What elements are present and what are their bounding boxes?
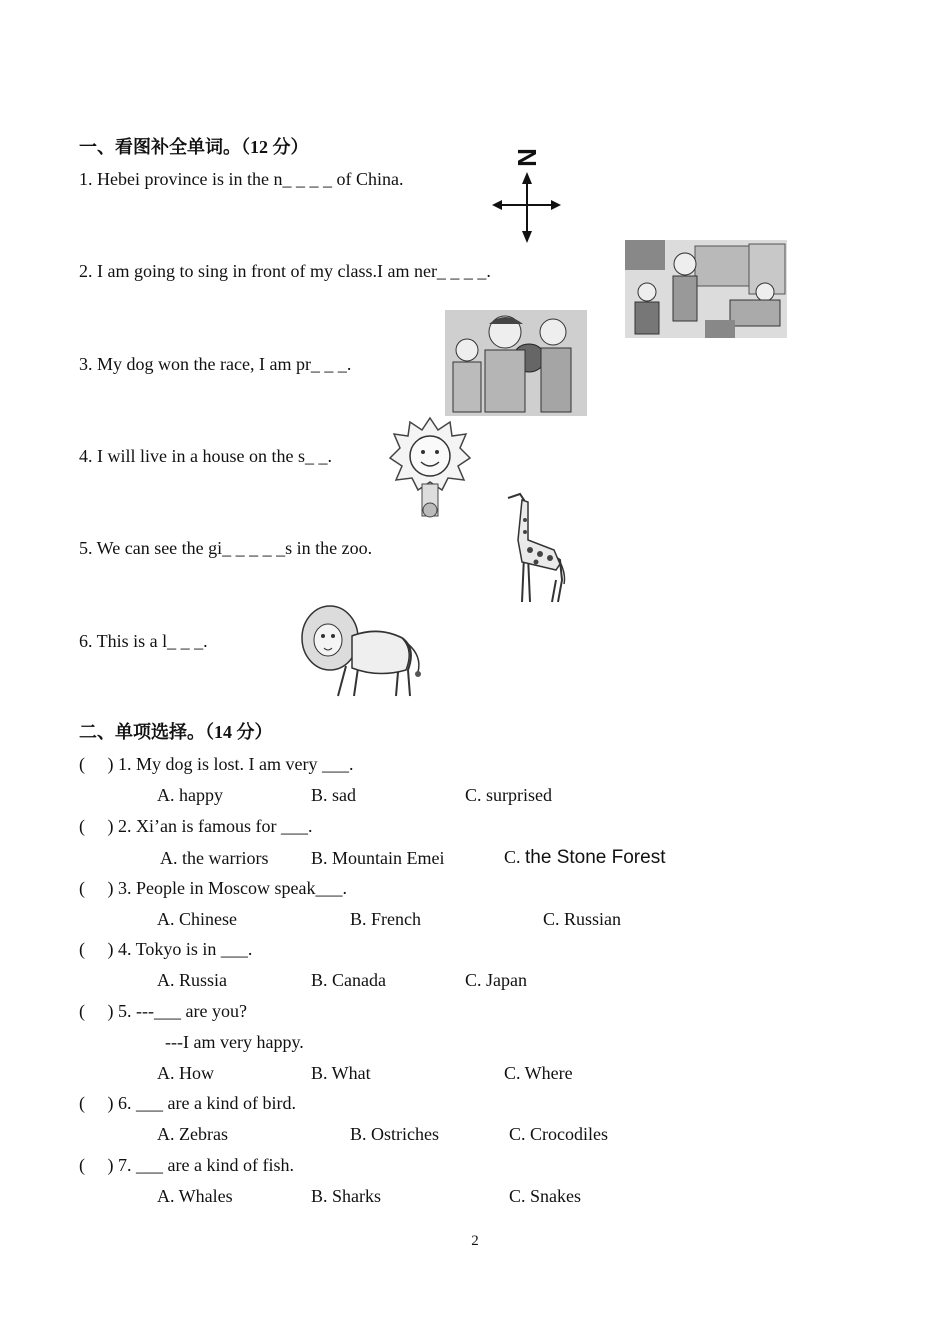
mc-q3-option-c: C. Russian [543,909,622,929]
lion-image [298,600,426,704]
mc-q6-option-c: C. Crocodiles [509,1124,608,1144]
mc-q2-option-b: B. Mountain Emei [311,848,445,868]
sun-image [388,414,472,524]
nervous-classroom-image [625,240,787,338]
mc-question-1: ( ) 1. My dog is lost. I am very ___. [79,754,354,774]
section1-heading: 一、看图补全单词。（12 分） [79,137,309,157]
page-number: 2 [471,1233,479,1249]
mc-question-4: ( ) 4. Tokyo is in ___. [79,939,253,959]
proud-kids-dog-image [445,310,587,416]
mc-q3-option-a: A. Chinese [157,909,237,929]
section2-heading: 二、单项选择。（14 分） [79,722,273,742]
mc-question-6: ( ) 6. ___ are a kind of bird. [79,1093,296,1113]
fill-item-6: 6. This is a l_ _ _. [79,631,208,651]
mc-question-2: ( ) 2. Xi’an is famous for ___. [79,816,313,836]
mc-question-7: ( ) 7. ___ are a kind of fish. [79,1155,294,1175]
mc-q2-option-a: A. the warriors [160,848,269,868]
compass-north-label: N [511,148,542,167]
giraffe-image [498,490,568,604]
mc-q6-option-a: A. Zebras [157,1124,228,1144]
mc-q4-option-b: B. Canada [311,970,386,990]
fill-item-1: 1. Hebei province is in the n_ _ _ _ of China. [79,169,404,189]
mc-q5-answer-line: ---I am very happy. [165,1032,304,1052]
mc-question-3: ( ) 3. People in Moscow speak___. [79,878,347,898]
mc-q2-option-c: C. the Stone Forest [504,847,666,868]
mc-q6-option-b: B. Ostriches [350,1124,439,1144]
mc-q1-option-a: A. happy [157,785,223,805]
mc-q7-option-c: C. Snakes [509,1186,581,1206]
mc-q3-option-b: B. French [350,909,421,929]
mc-q5-option-b: B. What [311,1063,371,1083]
fill-item-3: 3. My dog won the race, I am pr_ _ _. [79,354,352,374]
mc-q4-option-a: A. Russia [157,970,228,990]
mc-q5-option-a: A. How [157,1063,214,1083]
mc-q5-option-c: C. Where [504,1063,573,1083]
mc-q4-option-c: C. Japan [465,970,527,990]
mc-q1-option-b: B. sad [311,785,356,805]
fill-item-5: 5. We can see the gi_ _ _ _ _s in the zoo. [79,538,373,558]
mc-q7-option-b: B. Sharks [311,1186,382,1206]
mc-q1-option-c: C. surprised [465,785,552,805]
compass-north-image [490,140,565,245]
fill-item-4: 4. I will live in a house on the s_ _. [79,446,332,466]
mc-q7-option-a: A. Whales [157,1186,233,1206]
mc-question-5: ( ) 5. ---___ are you? [79,1001,247,1021]
fill-item-2: 2. I am going to sing in front of my class.I am ner_ _ _ _. [79,261,491,281]
